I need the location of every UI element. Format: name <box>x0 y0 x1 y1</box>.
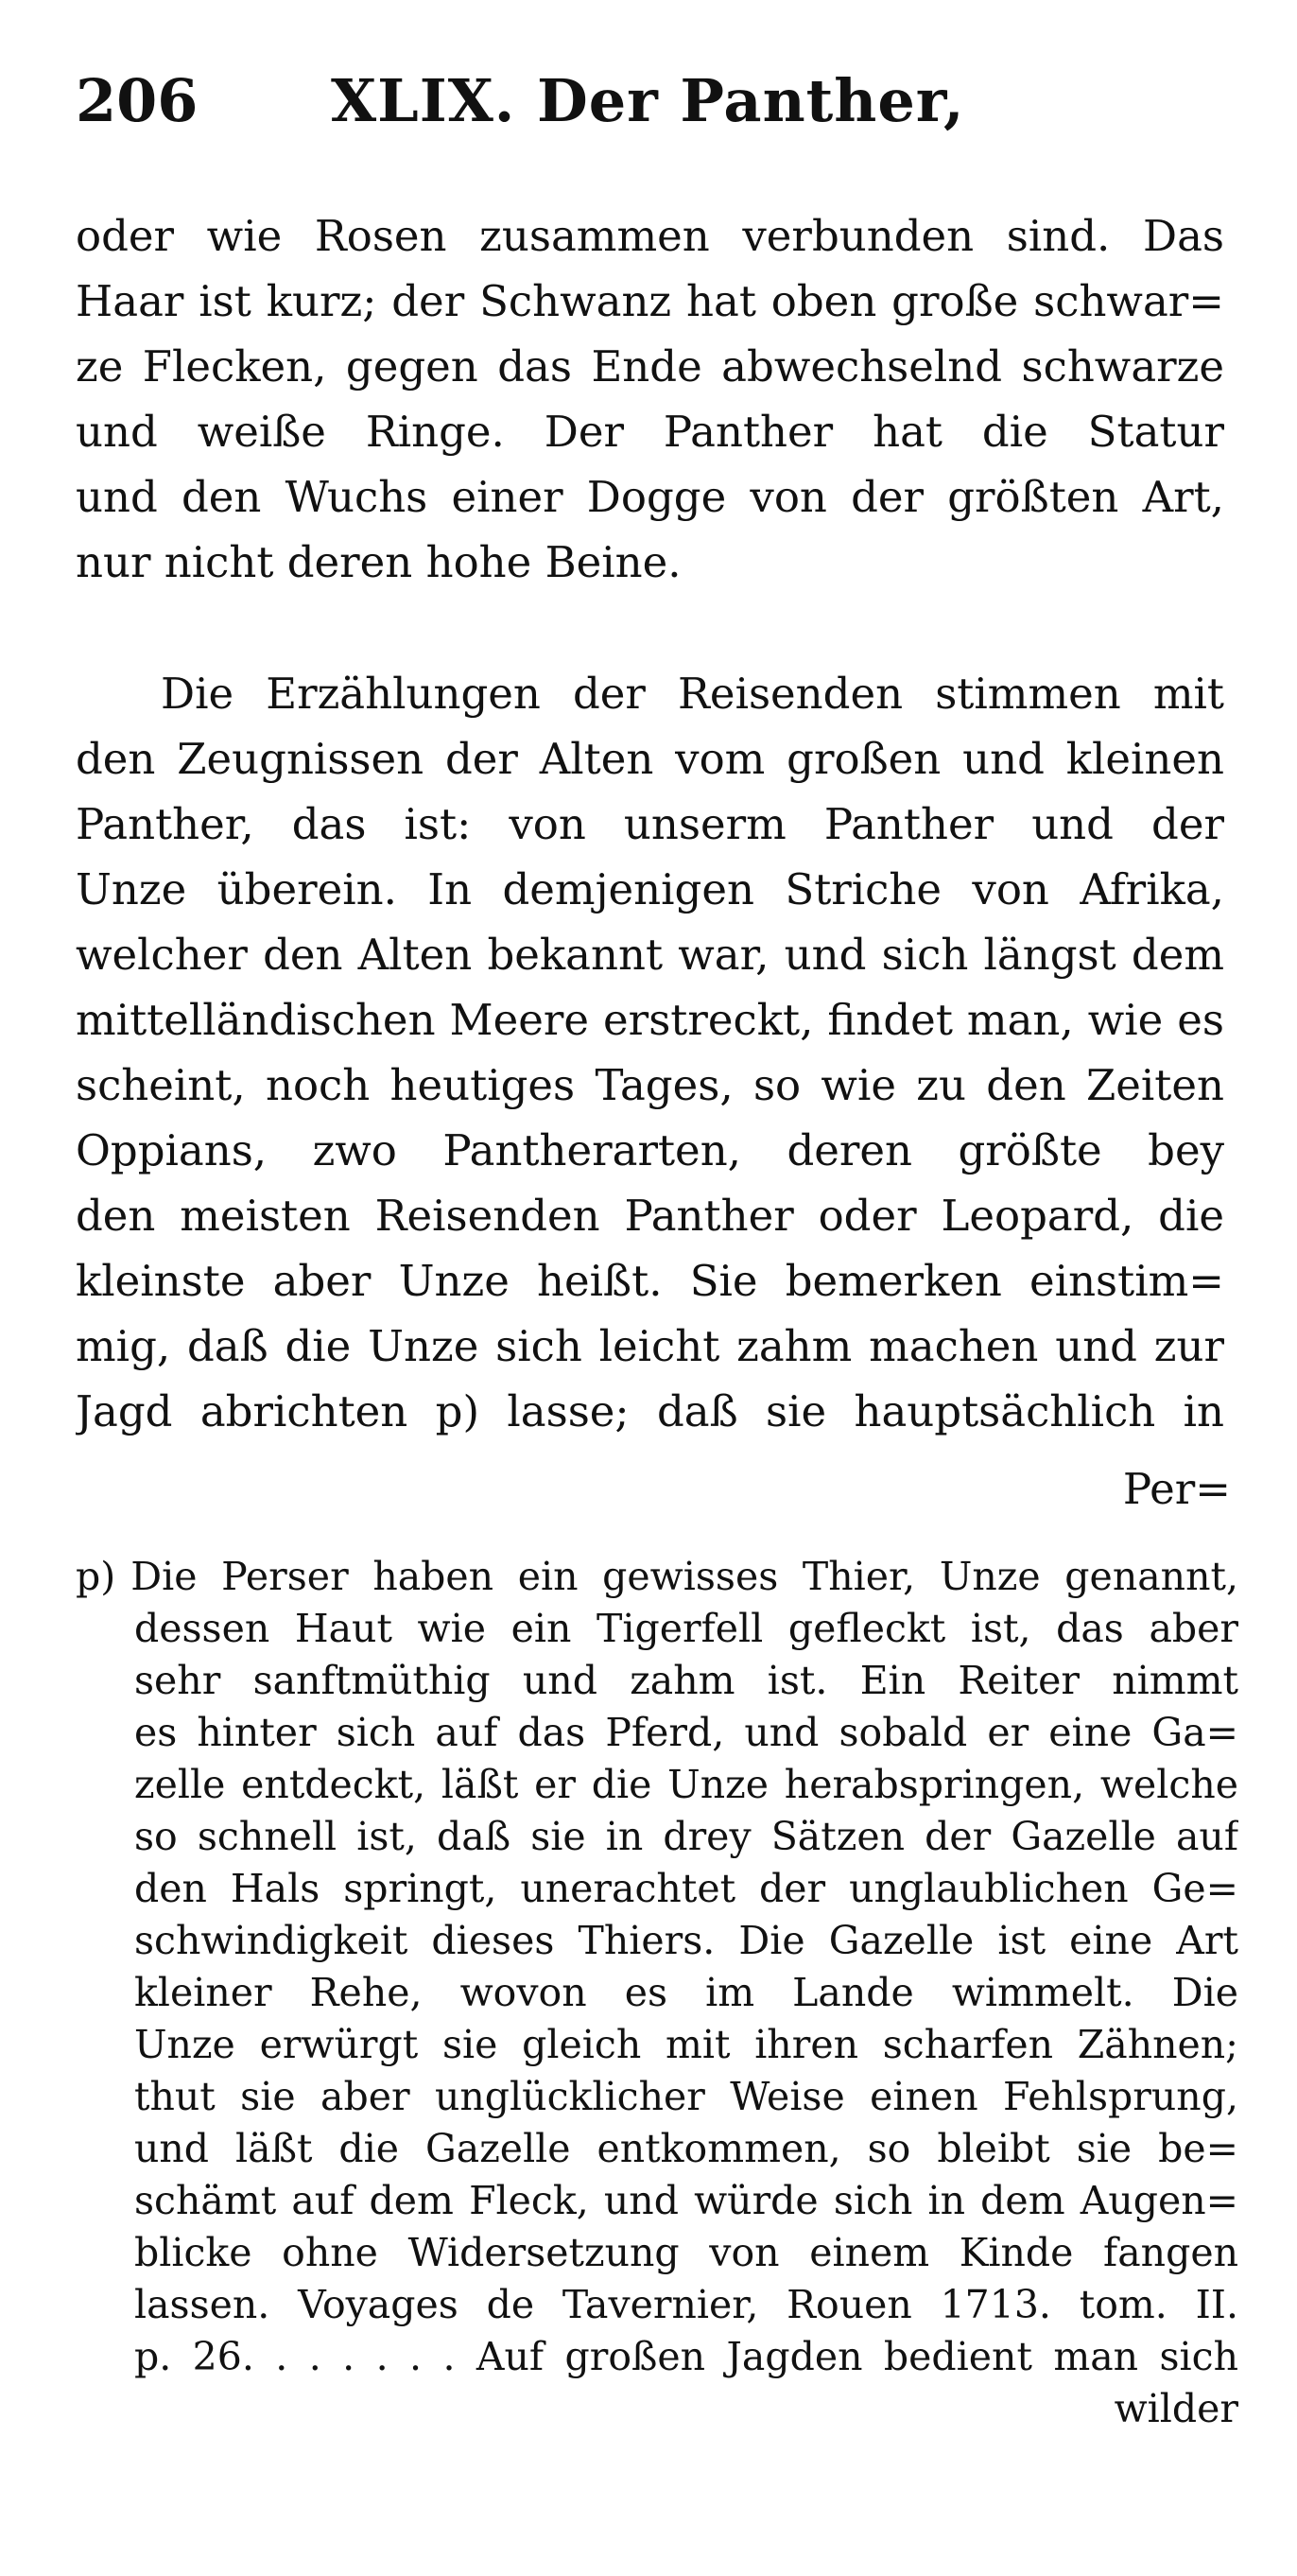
footnote-line: wilder <box>1114 2386 1238 2431</box>
text-line: Jagd abrichten p) lasse; daß sie hauptsächlich in <box>76 1386 1224 1436</box>
footnote-line <box>76 1551 1238 1603</box>
footnote-line: schämt auf dem Fleck, und würde sich in dem Augen= <box>134 2178 1238 2223</box>
text-line: mig, daß die Unze sich leicht zahm machen und zur <box>76 1321 1224 1371</box>
text-line: Panther, das ist: von unserm Panther und der <box>76 799 1224 849</box>
footnote-line: und läßt die Gazelle entkommen, so bleibt sie be= <box>134 2126 1238 2171</box>
footnote-line: dessen Haut wie ein Tigerfell gefleckt ist, das aber <box>134 1606 1238 1651</box>
text-line: oder wie Rosen zusammen verbunden sind. Das <box>76 211 1224 261</box>
footnote-line: blicke ohne Widersetzung von einem Kinde fangen <box>134 2230 1238 2275</box>
text-line: den Zeugnissen der Alten vom großen und kleinen <box>76 734 1224 784</box>
running-header <box>76 66 1257 170</box>
footnote-line: sehr sanftmüthig und zahm ist. Ein Reiter nimmt <box>134 1658 1238 1703</box>
footnote-line: thut sie aber unglücklicher Weise einen Fehlsprung, <box>134 2074 1238 2119</box>
body-text <box>76 203 1224 1444</box>
text-line: scheint, noch heutiges Tages, so wie zu den Zeiten <box>76 1060 1224 1110</box>
footnote-line: schwindigkeit dieses Thiers. Die Gazelle ist eine Art <box>134 1918 1238 1963</box>
footnote-line: zelle entdeckt, läßt er die Unze herabspringen, welche <box>134 1762 1238 1807</box>
footnote-text: Die Perser haben ein gewisses Thier, Unze genannt, <box>130 1554 1238 1599</box>
text-line: und weiße Ringe. Der Panther hat die Statur <box>76 407 1224 457</box>
footnote <box>76 1551 1238 2435</box>
text-line: welcher den Alten bekannt war, und sich längst dem <box>76 930 1224 980</box>
chapter-title: XLIX. Der Panther, <box>331 66 965 135</box>
text-line: und den Wuchs einer Dogge von der größten Art, <box>76 472 1224 522</box>
catchword: Per= <box>1122 1464 1231 1514</box>
footnote-line: p. 26. . . . . . . Auf großen Jagden bedient man sich <box>134 2334 1238 2379</box>
text-line: mittelländischen Meere erstreckt, findet man, wie es <box>76 995 1224 1045</box>
footnote-line: lassen. Voyages de Tavernier, Rouen 1713. tom. II. <box>134 2282 1238 2327</box>
footnote-line: es hinter sich auf das Pferd, und sobald er eine Ga= <box>134 1710 1238 1755</box>
text-line: nur nicht deren hohe Beine. <box>76 537 682 587</box>
text-line: Haar ist kurz; der Schwanz hat oben große schwar= <box>76 276 1224 326</box>
footnote-marker: p) <box>76 1554 116 1599</box>
footnote-line: so schnell ist, daß sie in drey Sätzen der Gazelle auf <box>134 1814 1238 1859</box>
page-number: 206 <box>76 66 199 135</box>
text-line: Unze überein. In demjenigen Striche von Afrika, <box>76 864 1224 914</box>
footnote-line: kleiner Rehe, wovon es im Lande wimmelt. Die <box>134 1970 1238 2015</box>
text-line: ze Flecken, gegen das Ende abwechselnd schwarze <box>76 341 1224 392</box>
footnote-line: Unze erwürgt sie gleich mit ihren scharfen Zähnen; <box>134 2022 1238 2067</box>
text-line: Oppians, zwo Pantherarten, deren größte bey <box>76 1125 1224 1175</box>
text-line: kleinste aber Unze heißt. Sie bemerken einstim= <box>76 1256 1224 1306</box>
text-line: Die Erzählungen der Reisenden stimmen mit <box>161 669 1224 719</box>
footnote-line: den Hals springt, unerachtet der unglaublichen Ge= <box>134 1866 1238 1911</box>
text-line: den meisten Reisenden Panther oder Leopard, die <box>76 1191 1224 1241</box>
